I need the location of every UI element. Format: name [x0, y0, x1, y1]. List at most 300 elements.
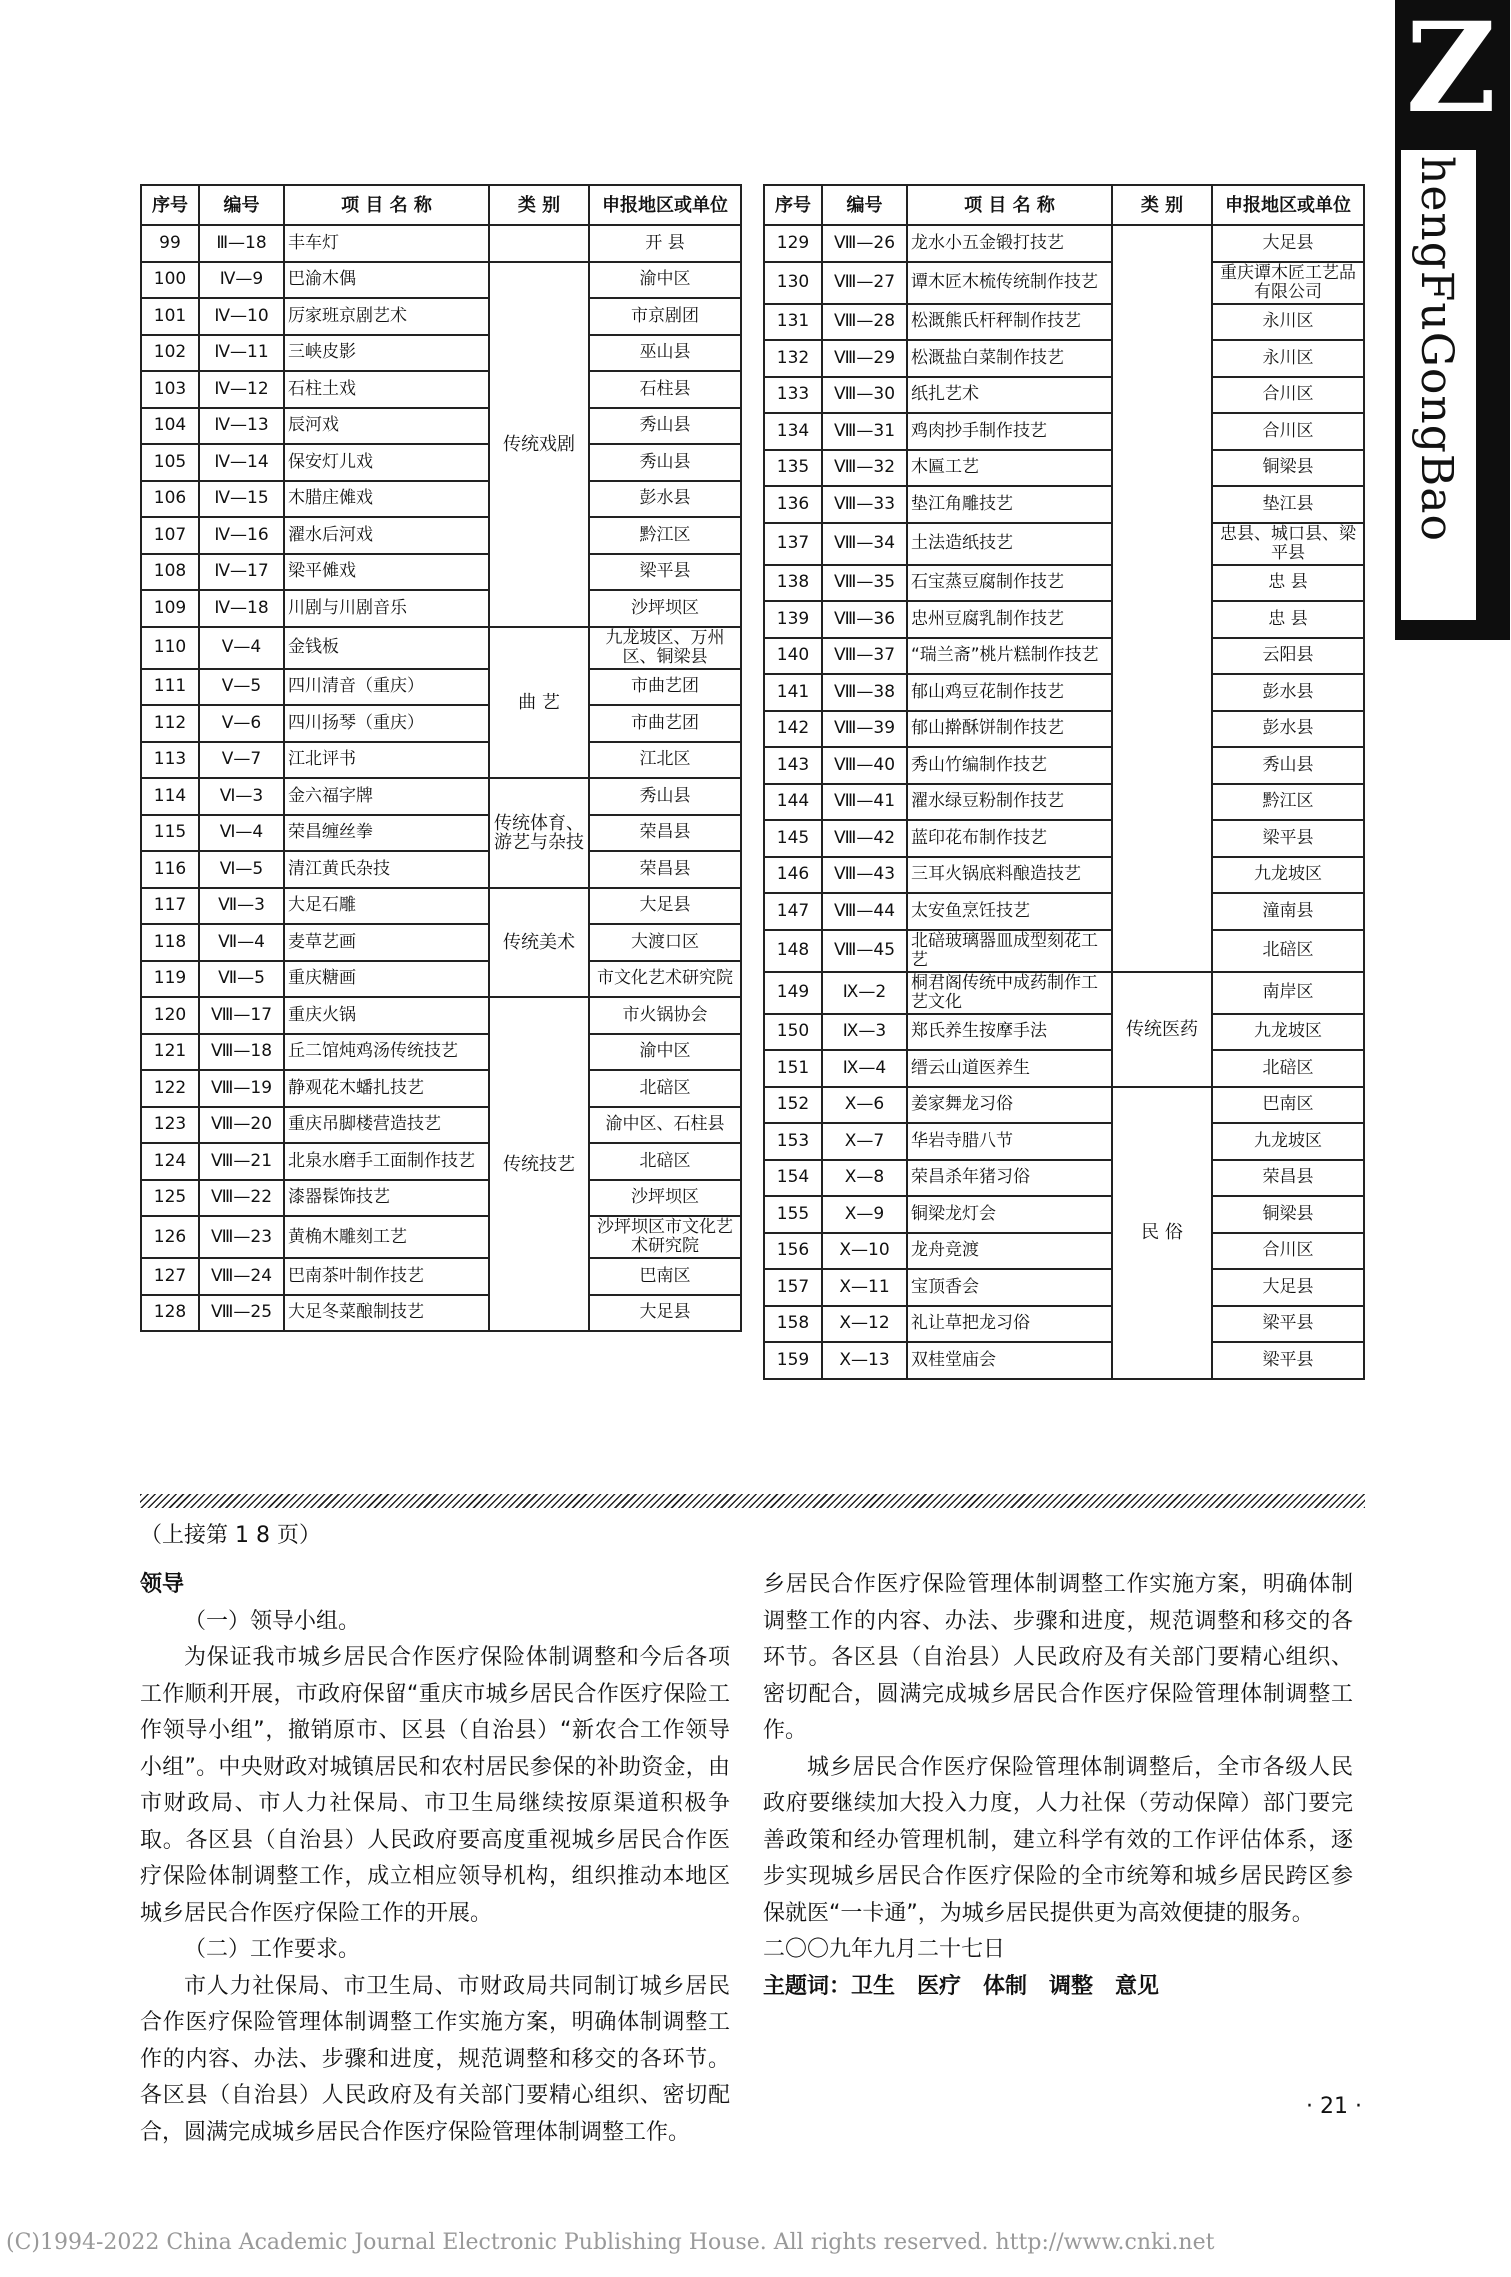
row-code: Ⅷ—35: [822, 565, 907, 602]
row-code: Ⅷ—40: [822, 747, 907, 784]
table-row: [141, 225, 741, 262]
row-code: Ⅷ—39: [822, 711, 907, 748]
row-code: Ⅸ—3: [822, 1014, 907, 1051]
header-no: 序号: [764, 185, 822, 225]
heritage-table-left: [140, 184, 742, 1332]
row-code: Ⅳ—13: [199, 408, 284, 445]
row-code: Ⅷ—23: [199, 1216, 284, 1258]
row-code: Ⅹ—6: [822, 1087, 907, 1124]
category-cell: 传统体育、游艺与杂技: [489, 778, 589, 888]
table-row: [764, 304, 1364, 341]
table-row: [764, 340, 1364, 377]
row-region: 荣昌县: [589, 815, 741, 852]
row-region: 市火锅协会: [589, 997, 741, 1034]
row-code: Ⅷ—28: [822, 304, 907, 341]
row-project-name: 濯水后河戏: [284, 517, 489, 554]
row-region: 巫山县: [589, 335, 741, 372]
row-code: Ⅹ—11: [822, 1269, 907, 1306]
row-number: 102: [141, 335, 199, 372]
row-number: 137: [764, 523, 822, 565]
row-region: 梁平县: [1212, 1342, 1364, 1379]
row-project-name: 土法造纸技艺: [907, 523, 1112, 565]
row-code: Ⅹ—8: [822, 1160, 907, 1197]
row-number: 140: [764, 638, 822, 675]
paragraph-requirements-continued: 乡居民合作医疗保险管理体制调整工作实施方案，明确体制调整工作的内容、办法、步骤和进度，规范调整和移交的各环节。各区县（自治县）人民政府及有关部门要精心组织、密切配合，圆满完成城乡居民合作医疗保险管理体制调整工作。: [763, 1572, 1353, 1743]
row-number: 116: [141, 851, 199, 888]
subheading-work-requirements: （二）工作要求。: [184, 1937, 361, 1962]
row-number: 147: [764, 893, 822, 930]
row-project-name: 礼让草把龙习俗: [907, 1306, 1112, 1343]
row-code: Ⅵ—5: [199, 851, 284, 888]
row-project-name: 松溉熊氏杆秤制作技艺: [907, 304, 1112, 341]
row-region: 九龙坡区、万州区、铜梁县: [589, 627, 741, 669]
row-number: 152: [764, 1087, 822, 1124]
row-number: 151: [764, 1050, 822, 1087]
row-number: 148: [764, 930, 822, 972]
header-no: 序号: [141, 185, 199, 225]
row-number: 139: [764, 601, 822, 638]
row-project-name: 巴渝木偶: [284, 262, 489, 299]
row-project-name: 缙云山道医养生: [907, 1050, 1112, 1087]
table-row: [764, 450, 1364, 487]
category-cell: 曲 艺: [489, 627, 589, 779]
row-number: 159: [764, 1342, 822, 1379]
row-project-name: 龙舟竞渡: [907, 1233, 1112, 1270]
row-region: 梁平县: [589, 554, 741, 591]
row-region: 永川区: [1212, 340, 1364, 377]
row-number: 150: [764, 1014, 822, 1051]
row-code: Ⅶ—3: [199, 888, 284, 925]
row-region: 彭水县: [589, 481, 741, 518]
paragraph-leadership: 为保证我市城乡居民合作医疗保险体制调整和今后各项工作顺利开展，市政府保留“重庆市城乡居民合作医疗保险工作领导小组”，撤销原市、区县（自治县）“新农合工作领导小组”。中央财政对城镇居民和农村居民参保的补助资金，由市财政局、市人力社保局、市卫生局继续按原渠道积极争取。各区县（自治县）人民政府要高度重视城乡居民合作医疗保险体制调整工作，成立相应领导机构，组织推动本地区城乡居民合作医疗保险工作的开展。: [140, 1645, 730, 1926]
row-project-name: 金六福字牌: [284, 778, 489, 815]
table-row: [141, 298, 741, 335]
row-number: 142: [764, 711, 822, 748]
row-project-name: 铜梁龙灯会: [907, 1196, 1112, 1233]
row-code: Ⅸ—4: [822, 1050, 907, 1087]
row-number: 119: [141, 961, 199, 998]
row-project-name: 重庆吊脚楼营造技艺: [284, 1107, 489, 1144]
row-number: 143: [764, 747, 822, 784]
row-project-name: 黄桷木雕刻工艺: [284, 1216, 489, 1258]
row-region: 巴南区: [589, 1258, 741, 1295]
table-row: [141, 481, 741, 518]
row-region: 渝中区: [589, 262, 741, 299]
row-region: 忠县、城口县、梁平县: [1212, 523, 1364, 565]
row-code: Ⅷ—33: [822, 486, 907, 523]
table-row: [764, 1196, 1364, 1233]
row-number: 158: [764, 1306, 822, 1343]
row-region: 云阳县: [1212, 638, 1364, 675]
row-code: Ⅷ—32: [822, 450, 907, 487]
table-row: [141, 1143, 741, 1180]
row-code: Ⅴ—6: [199, 705, 284, 742]
row-number: 149: [764, 972, 822, 1014]
row-project-name: 江北评书: [284, 742, 489, 779]
row-project-name: 双桂堂庙会: [907, 1342, 1112, 1379]
row-number: 109: [141, 590, 199, 627]
table-row: [764, 225, 1364, 262]
table-row: [764, 930, 1364, 972]
row-number: 132: [764, 340, 822, 377]
row-number: 124: [141, 1143, 199, 1180]
row-number: 100: [141, 262, 199, 299]
row-code: Ⅴ—5: [199, 669, 284, 706]
row-region: 大足县: [589, 1295, 741, 1332]
row-number: 125: [141, 1180, 199, 1217]
row-code: Ⅳ—15: [199, 481, 284, 518]
row-project-name: 郁山鸡豆花制作技艺: [907, 674, 1112, 711]
row-project-name: 大足石雕: [284, 888, 489, 925]
row-project-name: 重庆火锅: [284, 997, 489, 1034]
header-category: 类 别: [489, 185, 589, 225]
row-code: Ⅳ—14: [199, 444, 284, 481]
row-region: 九龙坡区: [1212, 1123, 1364, 1160]
row-number: 129: [764, 225, 822, 262]
row-number: 145: [764, 820, 822, 857]
table-row: [764, 1014, 1364, 1051]
row-project-name: 荣昌缠丝拳: [284, 815, 489, 852]
row-project-name: 木腊庄傩戏: [284, 481, 489, 518]
row-code: Ⅷ—44: [822, 893, 907, 930]
row-project-name: 郁山擀酥饼制作技艺: [907, 711, 1112, 748]
table-row: [141, 924, 741, 961]
row-project-name: 太安鱼烹饪技艺: [907, 893, 1112, 930]
row-project-name: 松溉盐白菜制作技艺: [907, 340, 1112, 377]
hatched-divider: [140, 1494, 1365, 1508]
row-region: 石柱县: [589, 371, 741, 408]
row-code: Ⅹ—10: [822, 1233, 907, 1270]
row-code: Ⅶ—4: [199, 924, 284, 961]
row-number: 113: [141, 742, 199, 779]
article-column-left: [140, 1567, 730, 2145]
row-region: 铜梁县: [1212, 450, 1364, 487]
table-row: [764, 784, 1364, 821]
category-cell: 传统美术: [489, 888, 589, 998]
row-project-name: 梁平傩戏: [284, 554, 489, 591]
row-number: 99: [141, 225, 199, 262]
row-region: 梁平县: [1212, 1306, 1364, 1343]
row-region: 梁平县: [1212, 820, 1364, 857]
row-project-name: 金钱板: [284, 627, 489, 669]
table-row: [141, 1070, 741, 1107]
row-region: 渝中区、石柱县: [589, 1107, 741, 1144]
row-project-name: 谭木匠木梳传统制作技艺: [907, 262, 1112, 304]
row-code: Ⅷ—29: [822, 340, 907, 377]
row-project-name: 静观花木蟠扎技艺: [284, 1070, 489, 1107]
row-region: 合川区: [1212, 1233, 1364, 1270]
header-code: 编号: [199, 185, 284, 225]
category-cell: 民 俗: [1112, 1087, 1212, 1379]
row-code: Ⅷ—34: [822, 523, 907, 565]
row-number: 141: [764, 674, 822, 711]
row-region: 黔江区: [1212, 784, 1364, 821]
row-code: Ⅳ—11: [199, 335, 284, 372]
row-code: Ⅹ—7: [822, 1123, 907, 1160]
row-region: 秀山县: [589, 444, 741, 481]
row-code: Ⅹ—12: [822, 1306, 907, 1343]
row-project-name: 辰河戏: [284, 408, 489, 445]
row-code: Ⅷ—30: [822, 377, 907, 414]
row-code: Ⅳ—12: [199, 371, 284, 408]
header-region: 申报地区或单位: [589, 185, 741, 225]
table-row: [141, 1107, 741, 1144]
row-code: Ⅷ—25: [199, 1295, 284, 1332]
row-project-name: 三耳火锅底料酿造技艺: [907, 857, 1112, 894]
continued-note: （上接第 1 8 页）: [140, 1523, 321, 1548]
row-project-name: 清江黄氏杂技: [284, 851, 489, 888]
row-project-name: 石宝蒸豆腐制作技艺: [907, 565, 1112, 602]
row-number: 120: [141, 997, 199, 1034]
table-header-row: [141, 185, 741, 225]
row-number: 123: [141, 1107, 199, 1144]
row-region: 合川区: [1212, 413, 1364, 450]
row-project-name: 荣昌杀年猪习俗: [907, 1160, 1112, 1197]
table-row: [141, 742, 741, 779]
table-row: [141, 590, 741, 627]
page-number: · 21 ·: [1306, 2094, 1362, 2119]
row-region: 巴南区: [1212, 1087, 1364, 1124]
row-project-name: 宝顶香会: [907, 1269, 1112, 1306]
row-code: Ⅳ—18: [199, 590, 284, 627]
row-number: 112: [141, 705, 199, 742]
table-row: [764, 1123, 1364, 1160]
table-row: [141, 705, 741, 742]
row-number: 117: [141, 888, 199, 925]
table-header-row: [764, 185, 1364, 225]
row-project-name: 保安灯儿戏: [284, 444, 489, 481]
row-project-name: 麦草艺画: [284, 924, 489, 961]
copyright-footer: (C)1994-2022 China Academic Journal Electronic Publishing House. All rights reserved. http://www.cnki.net: [6, 2230, 1215, 2255]
table-row: [141, 961, 741, 998]
row-project-name: 北碚玻璃器皿成型刻花工艺: [907, 930, 1112, 972]
row-project-name: 川剧与川剧音乐: [284, 590, 489, 627]
brand-vertical-text: hengFuGongBao: [1411, 156, 1462, 542]
category-cell: [1112, 225, 1212, 972]
table-row: [141, 262, 741, 299]
row-number: 104: [141, 408, 199, 445]
table-row: [141, 554, 741, 591]
category-cell: 传统戏剧: [489, 262, 589, 627]
row-number: 136: [764, 486, 822, 523]
row-code: Ⅷ—27: [822, 262, 907, 304]
row-code: Ⅹ—9: [822, 1196, 907, 1233]
row-region: 沙坪坝区市文化艺术研究院: [589, 1216, 741, 1258]
row-region: 垫江县: [1212, 486, 1364, 523]
row-project-name: 蓝印花布制作技艺: [907, 820, 1112, 857]
table-row: [764, 972, 1364, 1014]
table-row: [764, 565, 1364, 602]
table-row: [764, 893, 1364, 930]
row-region: 秀山县: [589, 408, 741, 445]
table-row: [141, 408, 741, 445]
row-number: 108: [141, 554, 199, 591]
row-region: 重庆谭木匠工艺品有限公司: [1212, 262, 1364, 304]
table-row: [764, 1269, 1364, 1306]
table-row: [764, 377, 1364, 414]
row-code: Ⅶ—5: [199, 961, 284, 998]
row-region: 九龙坡区: [1212, 857, 1364, 894]
row-code: Ⅲ—18: [199, 225, 284, 262]
table-row: [141, 371, 741, 408]
row-number: 156: [764, 1233, 822, 1270]
row-project-name: 秀山竹编制作技艺: [907, 747, 1112, 784]
row-code: Ⅳ—10: [199, 298, 284, 335]
row-region: 市京剧团: [589, 298, 741, 335]
table-row: [764, 1050, 1364, 1087]
row-number: 118: [141, 924, 199, 961]
row-region: 潼南县: [1212, 893, 1364, 930]
row-number: 121: [141, 1034, 199, 1071]
row-number: 133: [764, 377, 822, 414]
row-region: 北碚区: [589, 1070, 741, 1107]
row-number: 114: [141, 778, 199, 815]
row-number: 134: [764, 413, 822, 450]
row-region: 永川区: [1212, 304, 1364, 341]
row-project-name: “瑞兰斋”桃片糕制作技艺: [907, 638, 1112, 675]
row-region: 沙坪坝区: [589, 1180, 741, 1217]
row-region: 大渡口区: [589, 924, 741, 961]
row-region: 北碚区: [589, 1143, 741, 1180]
paragraph-requirements: 市人力社保局、市卫生局、市财政局共同制订城乡居民合作医疗保险管理体制调整工作实施方案，明确体制调整工作的内容、办法、步骤和进度，规范调整和移交的各环节。各区县（自治县）人民政府及有关部门要精心组织、密切配合，圆满完成城乡居民合作医疗保险管理体制调整工作。: [140, 1973, 730, 2145]
row-code: Ⅳ—9: [199, 262, 284, 299]
row-code: Ⅸ—2: [822, 972, 907, 1014]
row-code: Ⅷ—45: [822, 930, 907, 972]
table-row: [764, 1160, 1364, 1197]
row-project-name: 桐君阁传统中成药制作工艺文化: [907, 972, 1112, 1014]
brand-big-letter: Z: [1405, 0, 1497, 141]
row-number: 155: [764, 1196, 822, 1233]
row-code: Ⅵ—4: [199, 815, 284, 852]
issue-date: 二〇〇九年九月二十七日: [763, 1937, 1006, 1962]
row-region: 彭水县: [1212, 674, 1364, 711]
row-region: 九龙坡区: [1212, 1014, 1364, 1051]
row-number: 103: [141, 371, 199, 408]
row-project-name: 重庆糖画: [284, 961, 489, 998]
row-code: Ⅷ—24: [199, 1258, 284, 1295]
row-region: 黔江区: [589, 517, 741, 554]
row-code: Ⅷ—36: [822, 601, 907, 638]
row-region: 市曲艺团: [589, 669, 741, 706]
row-project-name: 垫江角雕技艺: [907, 486, 1112, 523]
table-row: [764, 413, 1364, 450]
row-region: 南岸区: [1212, 972, 1364, 1014]
table-row: [764, 747, 1364, 784]
row-region: 市曲艺团: [589, 705, 741, 742]
row-project-name: 华岩寺腊八节: [907, 1123, 1112, 1160]
table-row: [764, 638, 1364, 675]
table-row: [141, 335, 741, 372]
row-project-name: 木匾工艺: [907, 450, 1112, 487]
header-category: 类 别: [1112, 185, 1212, 225]
row-region: 荣昌县: [1212, 1160, 1364, 1197]
table-row: [764, 1306, 1364, 1343]
row-code: Ⅴ—7: [199, 742, 284, 779]
row-region: 江北区: [589, 742, 741, 779]
table-row: [141, 669, 741, 706]
table-row: [764, 1233, 1364, 1270]
row-project-name: 忠州豆腐乳制作技艺: [907, 601, 1112, 638]
table-row: [764, 262, 1364, 304]
row-number: 111: [141, 669, 199, 706]
row-code: Ⅹ—13: [822, 1342, 907, 1379]
subject-keywords: 主题词：卫生 医疗 体制 调整 意见: [763, 1973, 1160, 1999]
row-code: Ⅷ—38: [822, 674, 907, 711]
table-row: [141, 815, 741, 852]
row-project-name: 郑氏养生按摩手法: [907, 1014, 1112, 1051]
table-row: [764, 674, 1364, 711]
table-row: [764, 601, 1364, 638]
row-region: 荣昌县: [589, 851, 741, 888]
paragraph-requirements-cont: [763, 1567, 1353, 1750]
table-row: [141, 1258, 741, 1295]
row-number: 138: [764, 565, 822, 602]
row-project-name: 鸡肉抄手制作技艺: [907, 413, 1112, 450]
row-code: Ⅷ—42: [822, 820, 907, 857]
table-row: [764, 523, 1364, 565]
row-project-name: 三峡皮影: [284, 335, 489, 372]
row-code: Ⅷ—19: [199, 1070, 284, 1107]
header-code: 编号: [822, 185, 907, 225]
row-region: 大足县: [1212, 225, 1364, 262]
row-region: 合川区: [1212, 377, 1364, 414]
category-cell: 传统技艺: [489, 997, 589, 1331]
category-cell: 传统医药: [1112, 972, 1212, 1087]
row-region: 沙坪坝区: [589, 590, 741, 627]
table-row: [141, 1216, 741, 1258]
paragraph-after-adjustment: 城乡居民合作医疗保险管理体制调整后，全市各级人民政府要继续加大投入力度，人力社保（劳动保障）部门要完善政策和经办管理机制，建立科学有效的工作评估体系，逐步实现城乡居民合作医疗保险的全市统筹和城乡居民跨区参保就医“一卡通”，为城乡居民提供更为高效便捷的服务。: [763, 1754, 1353, 1926]
row-project-name: 北泉水磨手工面制作技艺: [284, 1143, 489, 1180]
row-region: 大足县: [1212, 1269, 1364, 1306]
row-number: 128: [141, 1295, 199, 1332]
row-number: 157: [764, 1269, 822, 1306]
category-cell: [489, 225, 589, 262]
row-number: 110: [141, 627, 199, 669]
row-code: Ⅷ—20: [199, 1107, 284, 1144]
row-code: Ⅷ—41: [822, 784, 907, 821]
row-code: Ⅷ—21: [199, 1143, 284, 1180]
table-row: [141, 444, 741, 481]
row-code: Ⅷ—18: [199, 1034, 284, 1071]
row-project-name: 纸扎艺术: [907, 377, 1112, 414]
row-region: 渝中区: [589, 1034, 741, 1071]
row-region: 北碚区: [1212, 1050, 1364, 1087]
table-row: [764, 711, 1364, 748]
row-number: 126: [141, 1216, 199, 1258]
header-name: 项 目 名 称: [907, 185, 1112, 225]
row-project-name: 巴南茶叶制作技艺: [284, 1258, 489, 1295]
row-region: 北碚区: [1212, 930, 1364, 972]
article-heading: 领导: [140, 1572, 185, 1597]
table-row: [141, 1180, 741, 1217]
table-row: [141, 1295, 741, 1332]
row-region: 开 县: [589, 225, 741, 262]
row-number: 146: [764, 857, 822, 894]
row-project-name: 濯水绿豆粉制作技艺: [907, 784, 1112, 821]
table-row: [141, 997, 741, 1034]
row-number: 105: [141, 444, 199, 481]
row-number: 101: [141, 298, 199, 335]
row-project-name: 漆器髹饰技艺: [284, 1180, 489, 1217]
row-project-name: 厉家班京剧艺术: [284, 298, 489, 335]
row-number: 130: [764, 262, 822, 304]
header-region: 申报地区或单位: [1212, 185, 1364, 225]
row-number: 154: [764, 1160, 822, 1197]
table-row: [764, 1087, 1364, 1124]
row-number: 106: [141, 481, 199, 518]
row-code: Ⅷ—31: [822, 413, 907, 450]
row-region: 忠 县: [1212, 601, 1364, 638]
